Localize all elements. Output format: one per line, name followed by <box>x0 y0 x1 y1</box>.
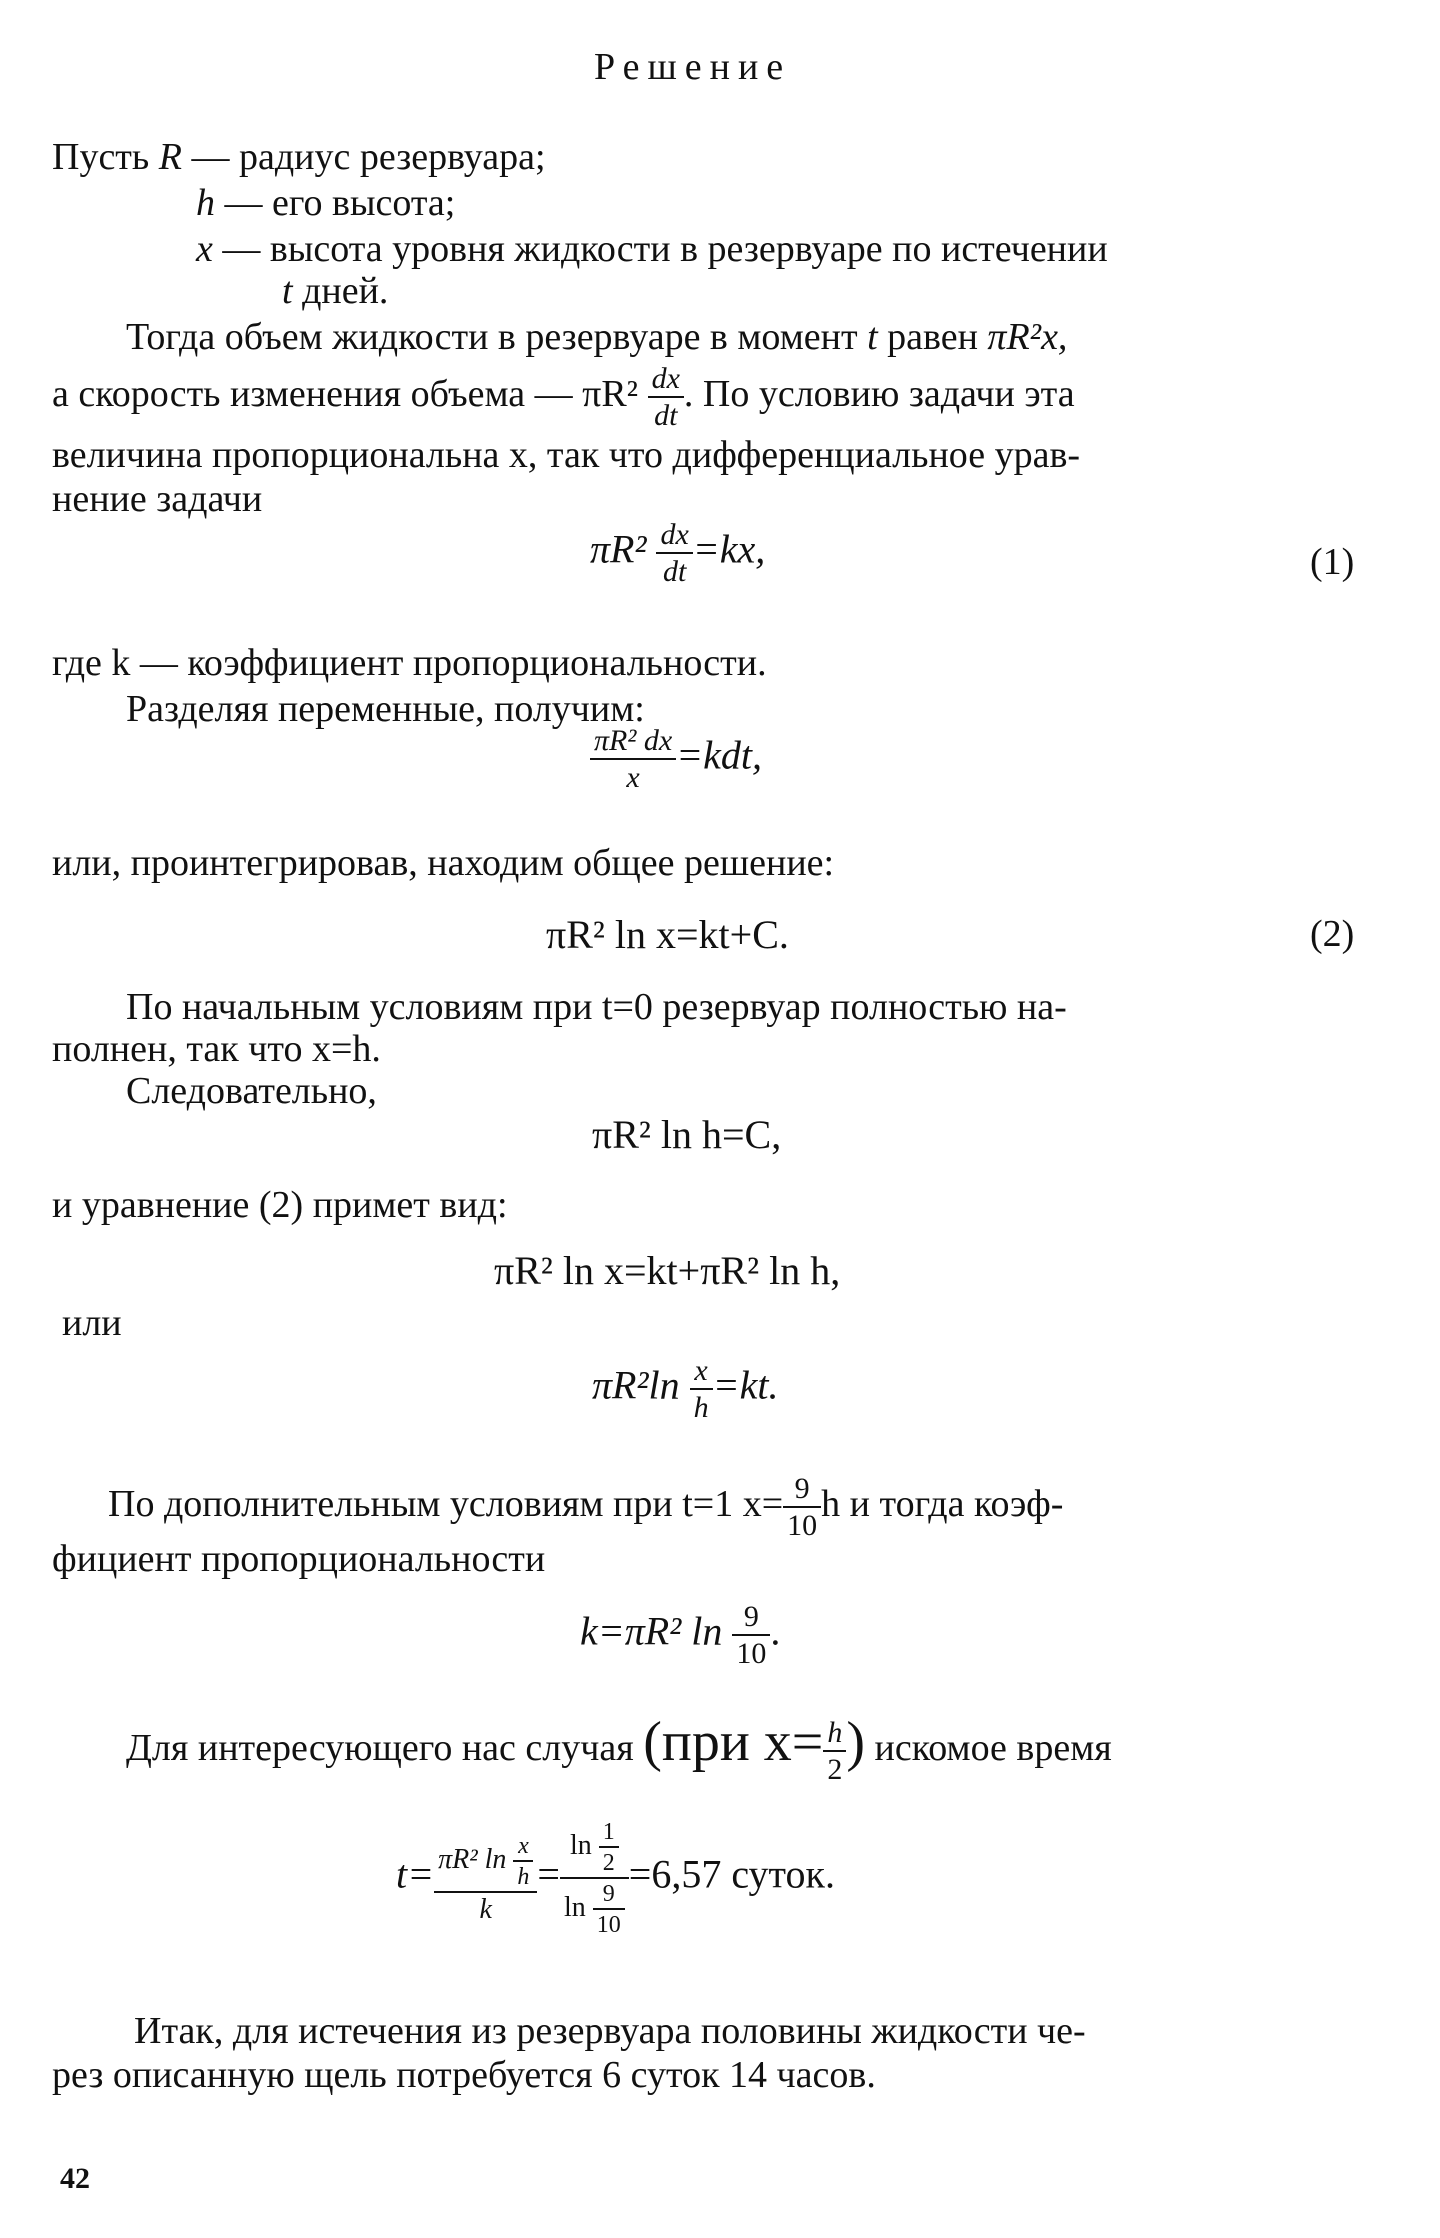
intro-line-2: h — его высота; <box>196 182 456 224</box>
text-or: или <box>62 1302 122 1344</box>
text-additional-1: По дополнительным условиям при t=1 x= $\frac{9}{10}$ h и тогда коэф- <box>108 1472 1064 1542</box>
eq1-fraction: $\frac{dx}{dt}$ <box>656 520 692 587</box>
section-title: Решение <box>594 46 792 88</box>
equation-1-number: (1) <box>1310 541 1355 583</box>
intro-line-4: t дней. <box>282 270 389 312</box>
equation-1: πR² $\frac{dx}{dt}$ =kx, <box>590 518 766 588</box>
equation-separated: $\frac{\text{πR² dx}}{x}$ =kdt, <box>590 726 762 793</box>
text-initial-2: полнен, так что x=h. <box>52 1028 381 1070</box>
equation-substituted: πR² ln x=kt+πR² ln h, <box>494 1248 841 1293</box>
text-initial-1: По начальным условиям при t=0 резервуар полностью на- <box>126 986 1067 1028</box>
text-separation: Разделяя переменные, получим: <box>126 688 645 730</box>
equation-log: πR²ln $\frac{x}{h}$ =kt. <box>592 1354 779 1424</box>
equation-2-number: (2) <box>1310 913 1355 955</box>
para1-line-3: величина пропорциональна x, так что дифференциальное урав- <box>52 434 1081 476</box>
para1-line-1: Тогда объем жидкости в резервуаре в момент t равен πR²x, <box>126 316 1068 358</box>
page-number: 42 <box>60 2162 90 2195</box>
equation-k: k=πR² ln $\frac{9}{10}$ . <box>580 1600 781 1670</box>
equation-2: πR² ln x=kt+C. <box>546 912 789 957</box>
separated-fraction: $\frac{\text{πR² dx}}{x}$ <box>590 726 676 793</box>
time-fraction-1: πR² ln $\frac{x}{h}$ k <box>434 1834 537 1924</box>
text-integration: или, проинтегрировав, находим общее решение: <box>52 842 835 884</box>
text-additional-2: фициент пропорциональности <box>52 1538 546 1580</box>
text-k-coefficient: где k — коэффициент пропорциональности. <box>52 642 767 684</box>
intro-line-1: Пусть R — радиус резервуара; <box>52 136 546 178</box>
x-over-h-fraction: $\frac{x}{h}$ <box>690 1356 713 1423</box>
nine-tenths-fraction: $\frac{9}{10}$ <box>783 1474 821 1541</box>
text-eq2-form: и уравнение (2) примет вид: <box>52 1184 508 1226</box>
time-fraction-2: ln $\frac{1}{2}$ ln $\frac{9}{10}$ <box>560 1820 629 1937</box>
equation-c: πR² ln h=C, <box>592 1112 782 1157</box>
h-half-fraction: $\frac{h}{2}$ <box>823 1718 846 1785</box>
para1-line-4: нение задачи <box>52 478 263 520</box>
text-final-1: Итак, для истечения из резервуара половины жидкости че- <box>134 2010 1086 2052</box>
text-consequently: Следовательно, <box>126 1070 377 1112</box>
intro-line-3: x — высота уровня жидкости в резервуаре по истечении <box>196 228 1108 270</box>
k-fraction: $\frac{9}{10}$ <box>732 1602 770 1669</box>
para1-line-2: а скорость изменения объема — πR² $\frac{dx}{dt}$ . По условию задачи эта <box>52 362 1075 432</box>
text-case: Для интересующего нас случая (при x= $\frac{h}{2}$ ) искомое время <box>126 1711 1112 1786</box>
text-final-2: рез описанную щель потребуется 6 суток 14 часов. <box>52 2054 876 2096</box>
dxdt-fraction: $\frac{dx}{dt}$ <box>648 364 684 431</box>
equation-time: t= πR² ln $\frac{x}{h}$ k = ln $\frac{1}{2}$ ln $\frac{9}{10}$ =6,57 суток. <box>396 1819 835 1938</box>
